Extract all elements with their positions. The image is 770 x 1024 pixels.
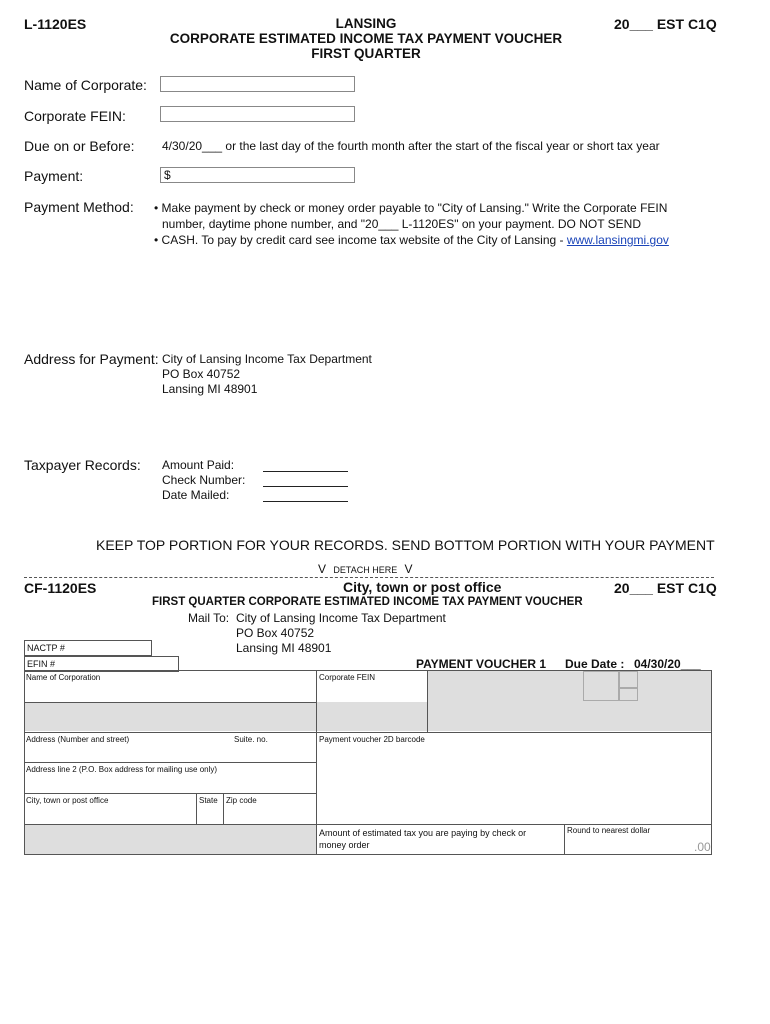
mail-line-1: City of Lansing Income Tax Department: [236, 611, 446, 625]
address-line-1: City of Lansing Income Tax Department: [162, 352, 372, 366]
payment-input[interactable]: [160, 167, 355, 183]
records-block: [162, 458, 245, 503]
grid-divider: [24, 702, 316, 703]
check-number-line[interactable]: [263, 486, 348, 487]
grid-divider: [24, 793, 316, 794]
method-line-1: • Make payment by check or money order payable to "City of Lansing." Write the Corporate FEIN: [154, 201, 668, 215]
state-label: State: [199, 796, 218, 805]
detach-line: [24, 577, 714, 578]
title-line-3: FIRST QUARTER: [311, 46, 421, 61]
mail-to-label: Mail To:: [188, 611, 230, 625]
mail-to-address: [236, 611, 446, 656]
corporate-fein-label: Corporate FEIN: [319, 673, 376, 682]
records-amount: Amount Paid:: [162, 458, 235, 472]
address-street-label: Address (Number and street): [26, 735, 130, 744]
cents-label: .00: [694, 840, 711, 854]
method-text: [154, 200, 669, 248]
city-label: City, town or post office: [26, 796, 109, 805]
name-of-corporation-label: Name of Corporation: [26, 673, 101, 682]
voucher-city: City, town or post office: [343, 579, 502, 595]
nactp-field[interactable]: [24, 640, 152, 656]
method-line-3: [154, 232, 669, 248]
address-block: [162, 352, 372, 397]
shaded-subbox: [619, 688, 638, 701]
address-line-2: PO Box 40752: [162, 367, 241, 381]
method-line-3-text: • CASH. To pay by credit card see income tax website of the City of Lansing -: [154, 233, 567, 247]
year-code: 20___ EST C1Q: [614, 16, 717, 32]
zip-label: Zip code: [226, 796, 257, 805]
website-link[interactable]: www.lansingmi.gov: [566, 233, 669, 247]
voucher-title: FIRST QUARTER CORPORATE ESTIMATED INCOME TAX PAYMENT VOUCHER: [152, 596, 583, 608]
shaded-box-top-right: [428, 671, 711, 731]
name-label: Name of Corporate:: [24, 77, 147, 93]
grid-divider: [24, 762, 316, 763]
title-line-1: LANSING: [335, 16, 397, 31]
shaded-subbox: [619, 671, 638, 688]
round-label: Round to nearest dollar: [567, 826, 651, 835]
grid-divider: [223, 793, 224, 824]
amount-label: Amount of estimated tax you are paying by check or money order: [319, 828, 527, 850]
dollar-sign: $: [164, 168, 171, 182]
voucher-year-code: 20___ EST C1Q: [614, 580, 717, 596]
method-line-2: number, daytime phone number, and "20___ L-1120ES" on your payment. DO NOT SEND: [162, 217, 642, 231]
fein-label: Corporate FEIN:: [24, 108, 126, 124]
name-shaded-area[interactable]: [25, 702, 316, 731]
nactp-label: NACTP #: [27, 643, 65, 653]
detach-text: DETACH HERE: [333, 565, 398, 575]
grid-divider: [24, 732, 712, 733]
mail-line-2: PO Box 40752: [236, 626, 315, 640]
grid-divider: [24, 824, 712, 825]
address-label: Address for Payment:: [24, 351, 159, 367]
address-line-3: Lansing MI 48901: [162, 382, 258, 396]
grid-divider: [316, 670, 317, 855]
amount-input[interactable]: [565, 838, 711, 854]
efin-label: EFIN #: [27, 659, 56, 669]
due-text: 4/30/20___ or the last day of the fourth month after the start of the fiscal year or short tax year: [162, 139, 660, 153]
payment-label: Payment:: [24, 168, 84, 184]
date-mailed-line[interactable]: [263, 501, 348, 502]
records-label: Taxpayer Records:: [24, 457, 141, 473]
grid-divider: [196, 793, 197, 824]
mail-line-3: Lansing MI 48901: [236, 641, 332, 655]
address-line2-label: Address line 2 (P.O. Box address for mailing use only): [26, 765, 218, 774]
arrow-down-icon: V: [318, 562, 327, 576]
voucher-form-id: CF-1120ES: [24, 580, 97, 596]
records-date: Date Mailed:: [162, 488, 230, 502]
records-check: Check Number:: [162, 473, 246, 487]
suite-label: Suite. no.: [234, 735, 268, 744]
fein-shaded-area[interactable]: [317, 702, 427, 731]
amount-paid-line[interactable]: [263, 471, 348, 472]
instruction: KEEP TOP PORTION FOR YOUR RECORDS. SEND BOTTOM PORTION WITH YOUR PAYMENT: [96, 537, 715, 553]
title-line-2: CORPORATE ESTIMATED INCOME TAX PAYMENT VOUCHER: [169, 31, 563, 46]
detach-marker: [318, 562, 413, 576]
due-label: Due on or Before:: [24, 138, 135, 154]
due-date-value: 04/30/20___: [634, 657, 701, 671]
grid-divider: [427, 670, 428, 732]
shaded-subbox: [583, 671, 619, 701]
form-id: L-1120ES: [24, 16, 87, 32]
fein-input[interactable]: [160, 106, 355, 122]
barcode-label: Payment voucher 2D barcode: [319, 735, 425, 744]
payment-voucher-title: PAYMENT VOUCHER 1: [416, 657, 547, 671]
method-label: Payment Method:: [24, 199, 134, 215]
due-date-label: Due Date :: [565, 657, 625, 671]
arrow-down-icon: V: [404, 562, 413, 576]
shaded-box-bottom-left: [25, 824, 316, 854]
name-input[interactable]: [160, 76, 355, 92]
